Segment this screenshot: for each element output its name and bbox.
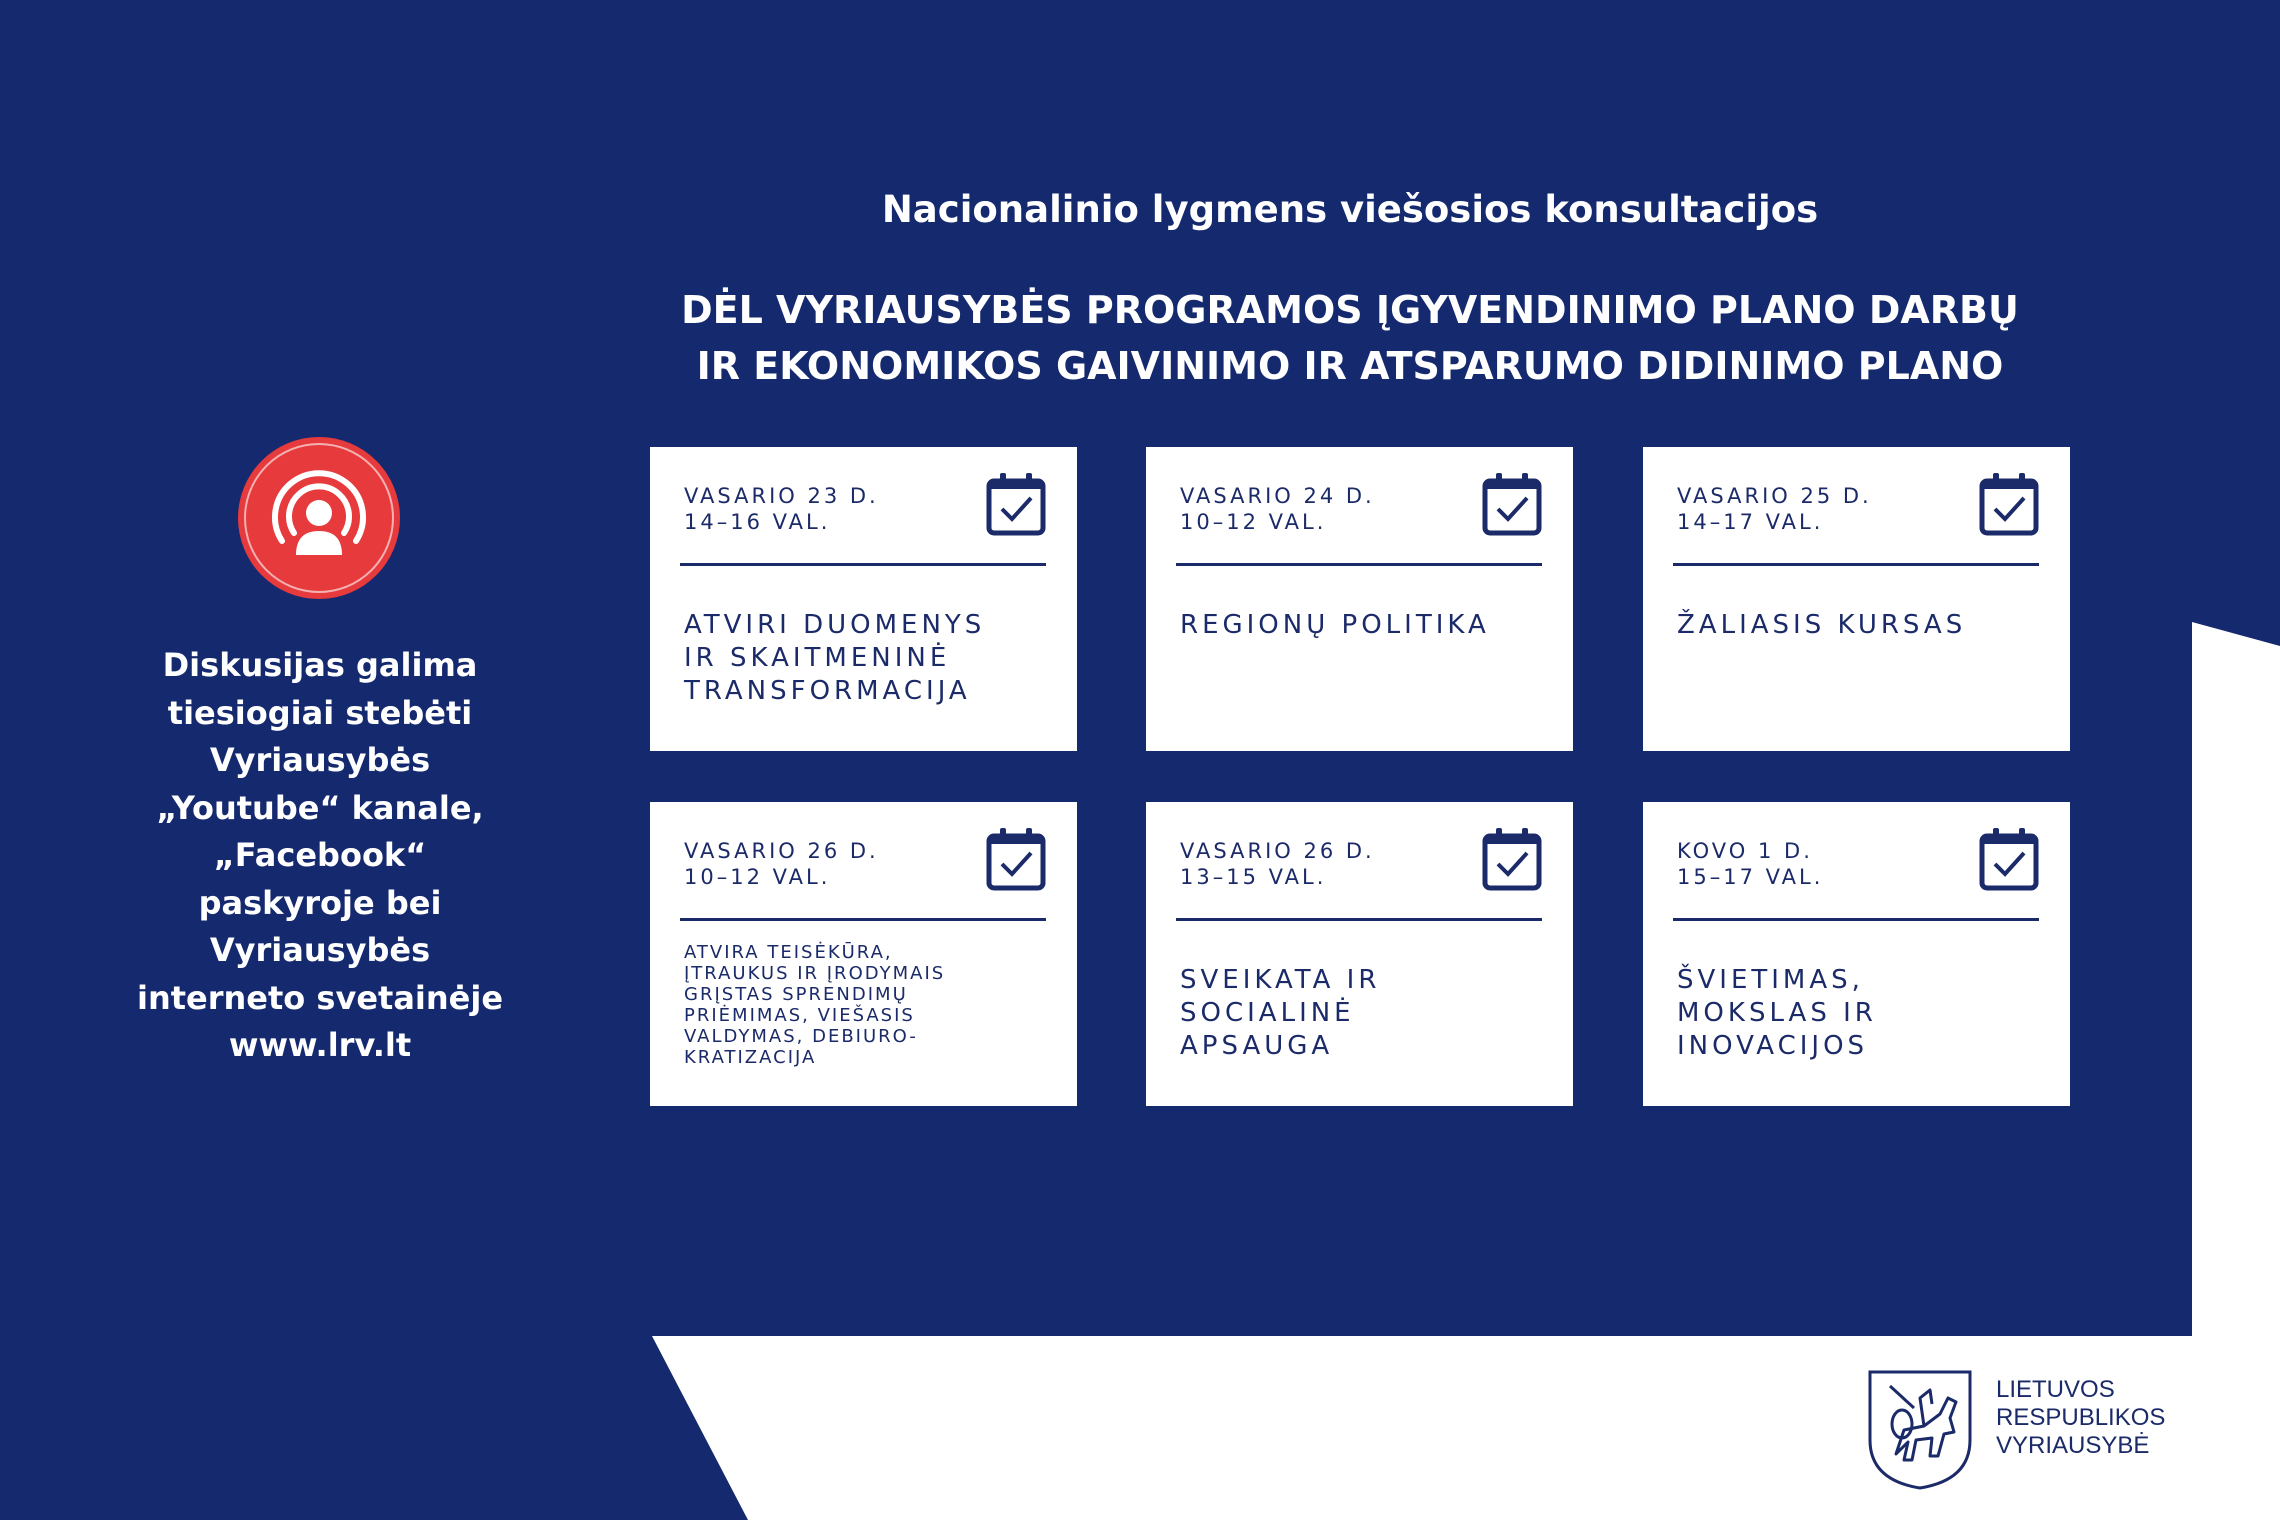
topic-line: IR SKAITMENINĖ — [684, 643, 951, 673]
event-card — [1643, 447, 2070, 751]
side-line: Vyriausybės — [209, 931, 431, 969]
event-topic — [1677, 964, 2057, 1063]
calendar-check-icon — [1482, 826, 1542, 892]
event-card — [1146, 802, 1573, 1106]
divider — [680, 918, 1046, 921]
event-datetime — [1180, 838, 1375, 890]
event-datetime — [1180, 483, 1375, 535]
title-line-2: IR EKONOMIKOS GAIVINIMO IR ATSPARUMO DIDINIMO PLANO — [696, 344, 2004, 388]
event-datetime — [1677, 483, 1872, 535]
event-card — [650, 802, 1077, 1106]
topic-line: VALDYMAS, DEBIURO- — [684, 1026, 918, 1047]
event-time: 10–12 VAL. — [1180, 510, 1327, 534]
topic-line: INOVACIJOS — [1677, 1031, 1869, 1061]
event-date: VASARIO 23 D. — [684, 484, 879, 508]
event-card — [650, 447, 1077, 751]
event-topic — [1677, 609, 2057, 642]
divider — [680, 563, 1046, 566]
event-card — [1146, 447, 1573, 751]
government-name — [1996, 1376, 2165, 1460]
topic-line: PRIĖMIMAS, VIEŠASIS — [684, 1005, 915, 1026]
broadcast-info — [110, 642, 530, 1070]
calendar-check-icon — [986, 471, 1046, 537]
title-line-1: DĖL VYRIAUSYBĖS PROGRAMOS ĮGYVENDINIMO PLANO DARBŲ — [681, 288, 2019, 332]
divider — [1176, 563, 1542, 566]
event-date: VASARIO 26 D. — [1180, 839, 1375, 863]
divider — [1673, 918, 2039, 921]
event-time: 13–15 VAL. — [1180, 865, 1327, 889]
divider — [1673, 563, 2039, 566]
divider — [1176, 918, 1542, 921]
side-line: Diskusijas galima — [162, 646, 478, 684]
topic-line: ŠVIETIMAS, — [1677, 965, 1864, 995]
side-line: tiesiogiai stebėti — [167, 693, 473, 732]
event-topic — [1180, 964, 1560, 1063]
topic-line: TRANSFORMACIJA — [684, 676, 971, 706]
topic-line: KRATIZACIJA — [684, 1047, 817, 1068]
event-datetime — [684, 838, 879, 890]
side-line: paskyroje bei — [198, 883, 442, 922]
calendar-check-icon — [986, 826, 1046, 892]
topic-line: SVEIKATA IR — [1180, 965, 1381, 995]
page-title — [580, 282, 2120, 394]
event-date: VASARIO 26 D. — [684, 839, 879, 863]
topic-line: APSAUGA — [1180, 1031, 1334, 1061]
event-time: 14–17 VAL. — [1677, 510, 1824, 534]
event-date: VASARIO 24 D. — [1180, 484, 1375, 508]
calendar-check-icon — [1482, 471, 1542, 537]
event-time: 15–17 VAL. — [1677, 865, 1824, 889]
live-stream-person-icon — [238, 437, 400, 599]
emblem-line: VYRIAUSYBĖ — [1996, 1432, 2150, 1459]
side-line: interneto svetainėje — [136, 978, 504, 1017]
topic-line: ATVIRA TEISĖKŪRA, — [684, 942, 893, 963]
topic-line: GRĮSTAS SPRENDIMŲ — [684, 984, 908, 1005]
side-line: „Facebook“ — [213, 836, 427, 874]
side-line: Vyriausybės — [209, 741, 431, 779]
topic-line: REGIONŲ POLITIKA — [1180, 610, 1490, 640]
event-topic — [684, 942, 1064, 1068]
topic-line: MOKSLAS IR — [1677, 998, 1877, 1028]
subtitle: Nacionalinio lygmens viešosios konsultacijos — [881, 188, 1819, 231]
website-link[interactable]: www.lrv.lt — [228, 1026, 412, 1064]
topic-line: SOCIALINĖ — [1180, 998, 1355, 1028]
calendar-check-icon — [1979, 471, 2039, 537]
calendar-check-icon — [1979, 826, 2039, 892]
event-datetime — [684, 483, 879, 535]
side-line: „Youtube“ kanale, — [156, 788, 484, 827]
event-card — [1643, 802, 2070, 1106]
event-time: 14–16 VAL. — [684, 510, 831, 534]
topic-line: ŽALIASIS KURSAS — [1677, 610, 1967, 640]
event-date: KOVO 1 D. — [1677, 839, 1813, 863]
topic-line: ĮTRAUKUS IR ĮRODYMAIS — [684, 963, 946, 984]
emblem-line: LIETUVOS — [1996, 1376, 2115, 1403]
event-datetime — [1677, 838, 1823, 890]
topic-line: ATVIRI DUOMENYS — [684, 610, 986, 640]
vytis-coat-of-arms-icon — [1866, 1368, 1974, 1492]
emblem-line: RESPUBLIKOS — [1996, 1404, 2166, 1431]
event-topic — [1180, 609, 1560, 642]
event-time: 10–12 VAL. — [684, 865, 831, 889]
event-topic — [684, 609, 1064, 708]
event-date: VASARIO 25 D. — [1677, 484, 1872, 508]
